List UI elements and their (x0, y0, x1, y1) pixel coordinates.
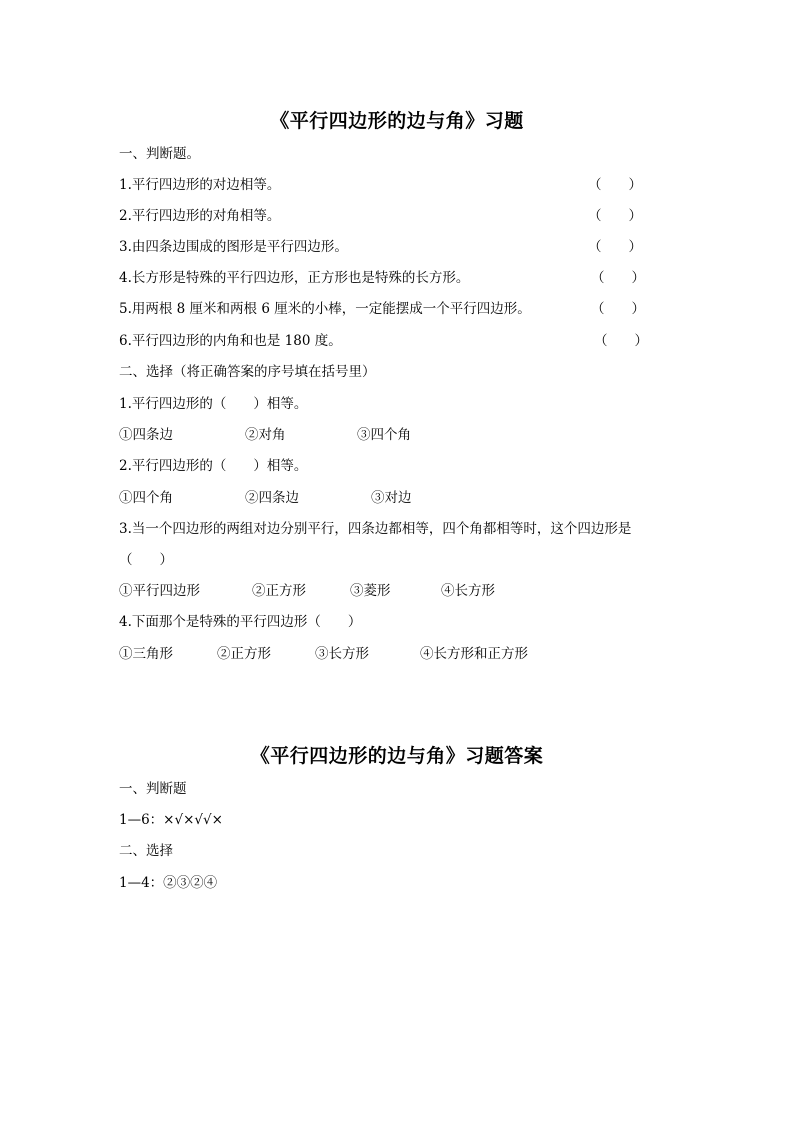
choice-question-3: 3.当一个四边形的两组对边分别平行，四条边都相等，四个角都相等时，这个四边形是 (119, 521, 632, 537)
answers-section1-answer: 1—6：×√×√√× (119, 812, 223, 828)
judge-blank-4: （ ） (591, 270, 645, 286)
judge-item-6: 6.平行四边形的内角和也是 180 度。 (119, 333, 342, 349)
choice-3-option-3: ③菱形 (350, 583, 391, 599)
judge-blank-6: （ ） (594, 333, 648, 349)
choice-1-option-3: ③四个角 (357, 427, 411, 443)
choice-question-3-blank: （ ） (119, 552, 173, 568)
choice-1-option-2: ②对角 (245, 427, 286, 443)
judge-item-4: 4.长方形是特殊的平行四边形，正方形也是特殊的长方形。 (119, 270, 470, 286)
worksheet-title: 《平行四边形的边与角》习题 (270, 110, 524, 132)
choice-2-option-2: ②四条边 (245, 490, 299, 506)
answers-section2-heading: 二、选择 (119, 843, 173, 859)
judge-blank-3: （ ） (588, 239, 642, 255)
choice-4-option-2: ②正方形 (217, 646, 271, 662)
judge-blank-1: （ ） (588, 177, 642, 193)
choice-3-option-1: ①平行四边形 (119, 583, 200, 599)
choice-question-2: 2.平行四边形的（ ）相等。 (119, 458, 308, 474)
choice-4-option-4: ④长方形和正方形 (420, 646, 528, 662)
section1-heading: 一、判断题。 (119, 146, 200, 162)
judge-item-1: 1.平行四边形的对边相等。 (119, 177, 281, 193)
judge-blank-2: （ ） (588, 208, 642, 224)
answers-title: 《平行四边形的边与角》习题答案 (250, 745, 544, 767)
judge-item-3: 3.由四条边围成的图形是平行四边形。 (119, 239, 348, 255)
answers-section1-heading: 一、判断题 (119, 781, 187, 797)
choice-1-option-1: ①四条边 (119, 427, 173, 443)
choice-3-option-2: ②正方形 (252, 583, 306, 599)
choice-question-4: 4.下面那个是特殊的平行四边形（ ） (119, 614, 362, 630)
section2-heading: 二、选择（将正确答案的序号填在括号里） (119, 364, 376, 380)
choice-4-option-3: ③长方形 (315, 646, 369, 662)
judge-item-2: 2.平行四边形的对角相等。 (119, 208, 281, 224)
choice-2-option-3: ③对边 (371, 490, 412, 506)
answers-section2-answer: 1—4：②③②④ (119, 875, 218, 891)
choice-4-option-1: ①三角形 (119, 646, 173, 662)
choice-3-option-4: ④长方形 (441, 583, 495, 599)
judge-item-5: 5.用两根 8 厘米和两根 6 厘米的小棒，一定能摆成一个平行四边形。 (119, 301, 531, 317)
choice-question-1: 1.平行四边形的（ ）相等。 (119, 396, 308, 412)
judge-blank-5: （ ） (591, 301, 645, 317)
choice-2-option-1: ①四个角 (119, 490, 173, 506)
